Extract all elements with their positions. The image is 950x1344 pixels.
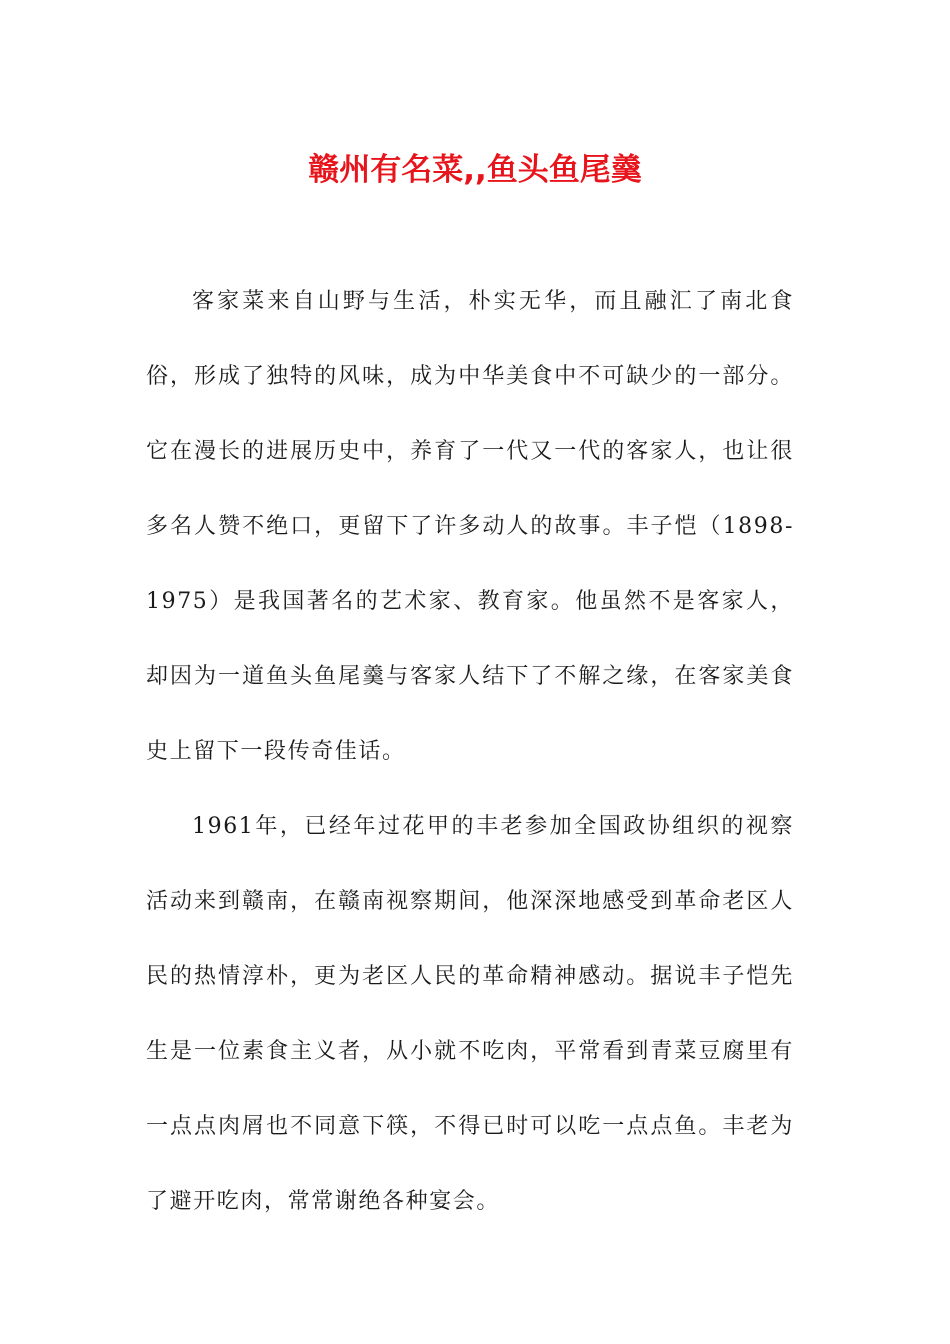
body-paragraph: 1961年，已经年过花甲的丰老参加全国政协组织的视察活动来到赣南，在赣南视察期间，他深深地感受到革命老区人民的热情淳朴，更为老区人民的革命精神感动。据说丰子恺先生是一位素食主义者，从小就不吃肉，平常看到青菜豆腐里有一点点肉屑也不同意下筷，不得已时可以吃一点点鱼。丰老为了避开吃肉，常常谢绝各种宴会。 bbox=[146, 814, 794, 1214]
body-paragraph: 客家菜来自山野与生活，朴实无华，而且融汇了南北食俗，形成了独特的风味，成为中华美食中不可缺少的一部分。它在漫长的进展历史中，养育了一代又一代的客家人，也让很多名人赞不绝口，更留下了许多动人的故事。丰子恺（1898-1975）是我国著名的艺术家、教育家。他虽然不是客家人，却因为一道鱼头鱼尾羹与客家人结下了不解之缘，在客家美食史上留下一段传奇佳话。 bbox=[146, 289, 794, 764]
document-title: 赣州有名菜,,鱼头鱼尾羹 bbox=[308, 152, 642, 188]
